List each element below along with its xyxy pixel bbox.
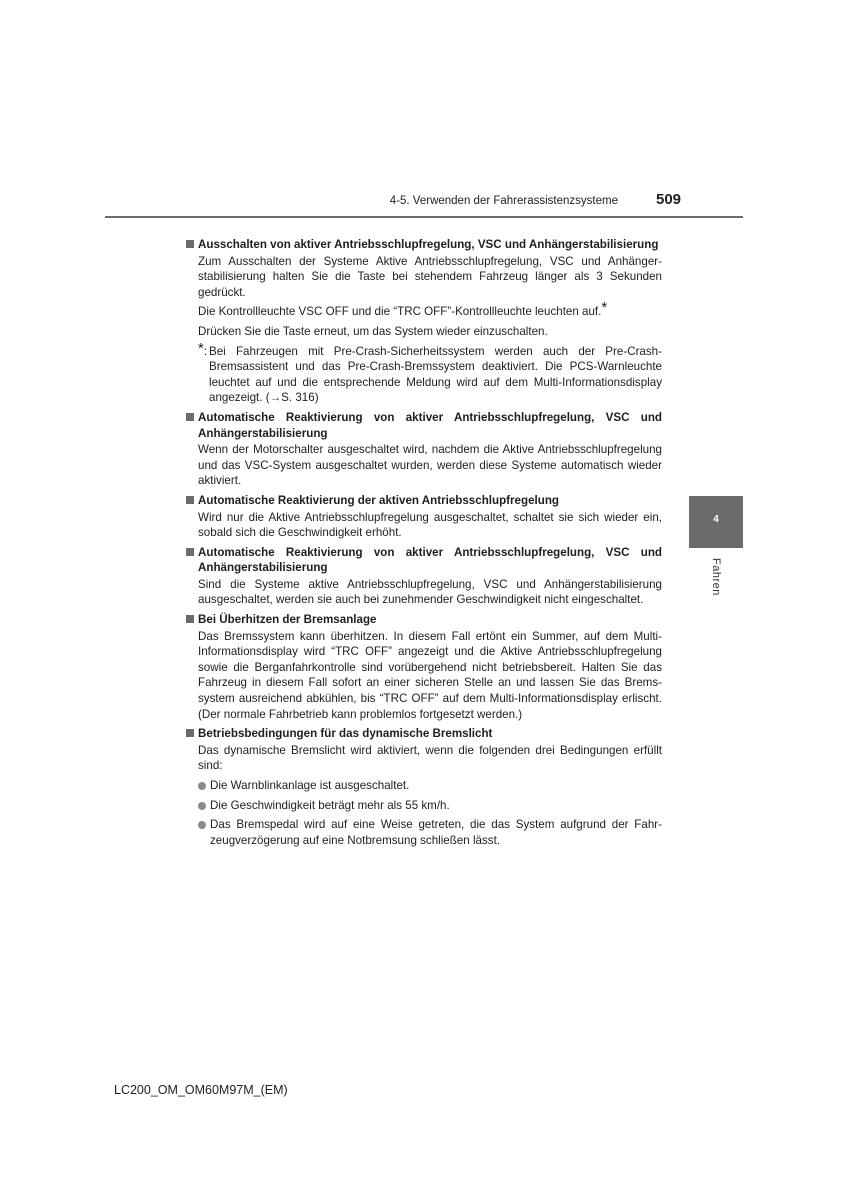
square-bullet-icon (186, 240, 194, 248)
section-heading: Automatische Reaktivierung von aktiver Antriebsschlupfregelung, VSC und Anhängerstabilisierung (186, 545, 662, 576)
circle-bullet-icon (198, 821, 206, 829)
footnote-text: Bei Fahrzeugen mit Pre-Crash-Sicherheitssystem werden auch der Pre-Crash-Bremsassistent und das Pre-Crash-Bremssystem deaktiviert. Die PCS-Warnleuchte leuchtet auf und die entsprechende Meldung wird auf dem Multi-Informationsdisplay angezeigt. (→S. 316) (209, 344, 662, 405)
section-heading: Ausschalten von aktiver Antriebsschlupfregelung, VSC und Anhängerstabilisierung (186, 237, 662, 253)
section-deactivation (186, 237, 662, 406)
paragraph: Das dynamische Bremslicht wird aktiviert, wenn die folgenden drei Bedingungen erfüllt sind: (198, 743, 662, 773)
paragraph: Wird nur die Aktive Antriebsschlupfregelung ausgeschaltet, schaltet sie sich wieder ein, sobald sich die Geschwindigkeit erhöht. (198, 510, 662, 540)
square-bullet-icon (186, 548, 194, 556)
chapter-tab (689, 496, 743, 548)
square-bullet-icon (186, 413, 194, 421)
section-brake-overheat (186, 612, 662, 722)
main-content (186, 237, 662, 852)
circle-bullet-icon (198, 802, 206, 810)
list-item: Die Warnblinkanlage ist ausgeschaltet. (198, 778, 662, 794)
chapter-tab-number: 4 (713, 514, 719, 525)
header-rule (105, 216, 743, 218)
square-bullet-icon (186, 496, 194, 504)
section-auto-reactivation-1 (186, 410, 662, 489)
section-auto-reactivation-trc (186, 493, 662, 541)
square-bullet-icon (186, 729, 194, 737)
section-heading: Betriebsbedingungen für das dynamische Bremslicht (186, 726, 662, 742)
running-header-title: 4-5. Verwenden der Fahrerassistenzsysteme (389, 195, 618, 207)
page-number: 509 (656, 191, 682, 208)
paragraph: Das Bremssystem kann überhitzen. In diesem Fall ertönt ein Summer, auf dem Multi-Informationsdisplay wird “TRC OFF” angezeigt und die Aktive Antriebsschlupfregelung sowie die Berganfahrkontrolle sind vorübergehend nicht betriebsbereit. Halten Sie das Fahrzeug in diesem Fall sofort an einer sicheren Stelle an und lassen Sie das Bremssystem ausreichend abkühlen, bis “TRC OFF” auf dem Multi-Informationsdisplay erlischt. (Der normale Fahrbetrieb kann problemlos fortgesetzt werden.) (198, 629, 662, 721)
paragraph: Drücken Sie die Taste erneut, um das System wieder einzuschalten. (198, 324, 548, 338)
footnote-marker: * (601, 299, 608, 317)
paragraph: Die Kontrollleuchte VSC OFF und die “TRC OFF”-Kontrollleuchte leuchten auf.* (198, 299, 608, 319)
list-item: Das Bremspedal wird auf eine Weise getreten, die das System aufgrund der Fahrzeugverzögerung auf eine Notbremsung schließen lässt. (198, 817, 662, 848)
footnote (198, 339, 662, 406)
footnote-marker: *: (198, 339, 208, 358)
section-auto-reactivation-2 (186, 545, 662, 608)
circle-bullet-icon (198, 782, 206, 790)
square-bullet-icon (186, 615, 194, 623)
section-heading: Bei Überhitzen der Bremsanlage (186, 612, 662, 628)
chapter-tab-label: Fahren (710, 558, 722, 596)
section-heading: Automatische Reaktivierung der aktiven Antriebsschlupfregelung (186, 493, 662, 509)
paragraph: Sind die Systeme aktive Antriebsschlupfregelung, VSC und Anhängerstabilisierung ausgeschaltet, werden sie auch bei zunehmender Geschwindigkeit nicht eingeschaltet. (198, 577, 662, 607)
paragraph: Zum Ausschalten der Systeme Aktive Antriebsschlupfregelung, VSC und Anhängerstabilisierung halten Sie die Taste bei stehendem Fahrzeug länger als 3 Sekunden gedrückt. (198, 254, 662, 299)
paragraph: Wenn der Motorschalter ausgeschaltet wird, nachdem die Aktive Antriebsschlupfregelung und das VSC-System ausgeschaltet wurden, werden diese Systeme automatisch wieder aktiviert. (198, 443, 662, 488)
list-item: Die Geschwindigkeit beträgt mehr als 55 km/h. (198, 798, 662, 814)
section-heading: Automatische Reaktivierung von aktiver Antriebsschlupfregelung, VSC und Anhängerstabilisierung (186, 410, 662, 441)
section-dynamic-brake-light (186, 726, 662, 848)
footer-document-code: LC200_OM_OM60M97M_(EM) (114, 1083, 288, 1097)
